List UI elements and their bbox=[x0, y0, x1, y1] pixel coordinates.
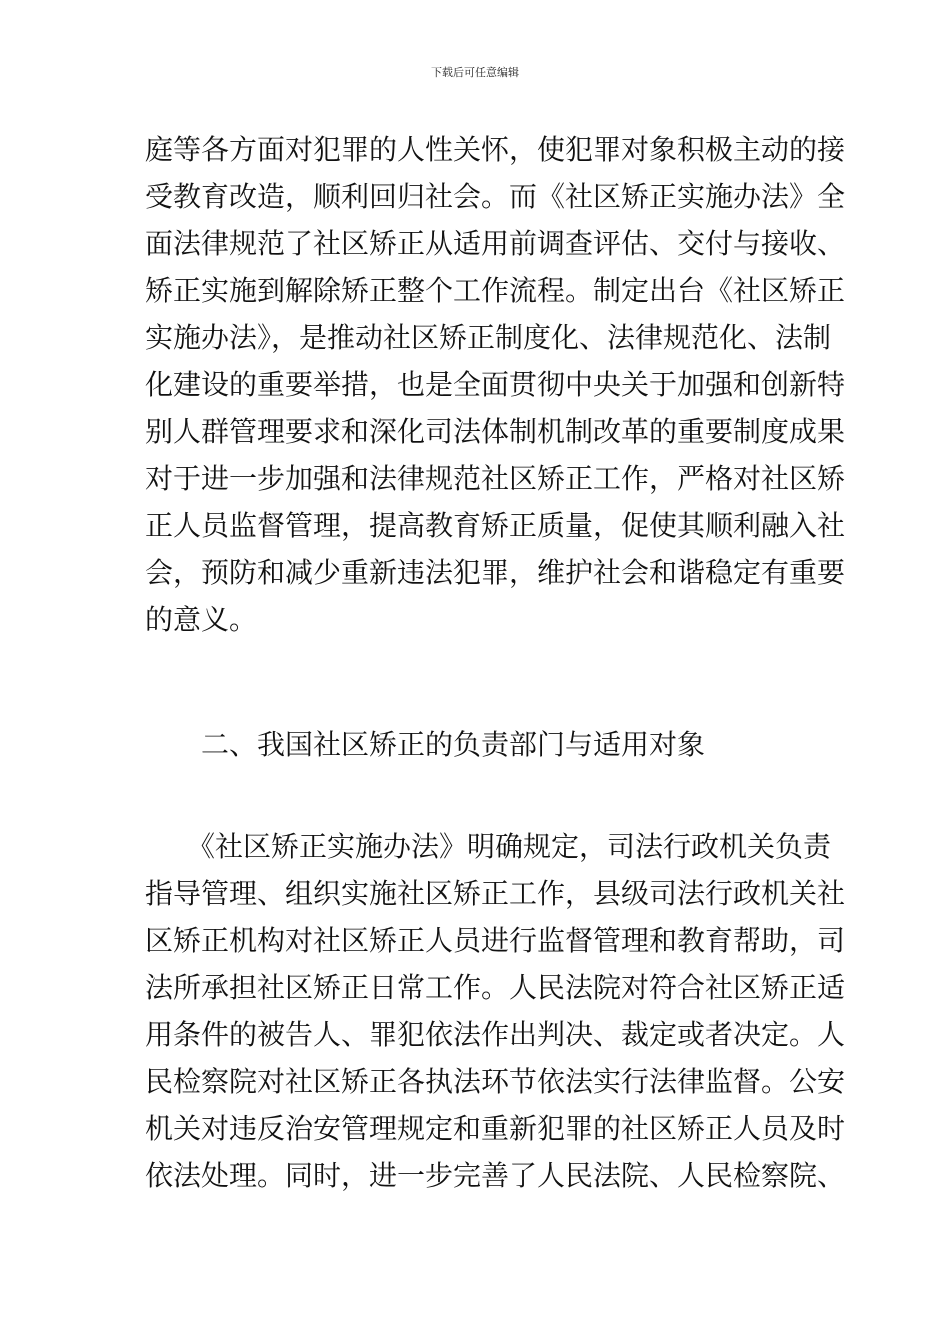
paragraph-line: 机关对违反治安管理规定和重新犯罪的社区矫正人员及时 bbox=[145, 1112, 846, 1145]
paragraph-2 bbox=[145, 823, 846, 1199]
paragraph-line: 受教育改造，顺利回归社会。而《社区矫正实施办法》全 bbox=[145, 180, 846, 213]
paragraph-line: 会，预防和减少重新违法犯罪，维护社会和谐稳定有重要 bbox=[145, 556, 846, 589]
paragraph-line: 化建设的重要举措，也是全面贯彻中央关于加强和创新特 bbox=[145, 368, 846, 401]
paragraph-line: 庭等各方面对犯罪的人性关怀，使犯罪对象积极主动的接 bbox=[145, 133, 846, 166]
paragraph-line: 正人员监督管理，提高教育矫正质量，促使其顺利融入社 bbox=[145, 509, 846, 542]
paragraph-line: 别人群管理要求和深化司法体制机制改革的重要制度成果 bbox=[145, 415, 846, 448]
paragraph-line: 民检察院对社区矫正各执法环节依法实行法律监督。公安 bbox=[145, 1065, 846, 1098]
section-heading: 二、我国社区矫正的负责部门与适用对象 bbox=[201, 728, 706, 761]
header-note: 下载后可任意编辑 bbox=[431, 66, 519, 79]
paragraph-1 bbox=[145, 126, 846, 643]
paragraph-line: 《社区矫正实施办法》明确规定，司法行政机关负责 bbox=[145, 830, 832, 863]
paragraph-line: 指导管理、组织实施社区矫正工作，县级司法行政机关社 bbox=[145, 877, 846, 910]
paragraph-line: 依法处理。同时，进一步完善了人民法院、人民检察院、 bbox=[145, 1159, 846, 1192]
paragraph-line: 的意义。 bbox=[145, 603, 258, 636]
paragraph-line: 对于进一步加强和法律规范社区矫正工作，严格对社区矫 bbox=[145, 462, 846, 495]
paragraph-line: 法所承担社区矫正日常工作。人民法院对符合社区矫正适 bbox=[145, 971, 846, 1004]
paragraph-line: 面法律规范了社区矫正从适用前调查评估、交付与接收、 bbox=[145, 227, 846, 260]
paragraph-line: 区矫正机构对社区矫正人员进行监督管理和教育帮助，司 bbox=[145, 924, 846, 957]
paragraph-line: 矫正实施到解除矫正整个工作流程。制定出台《社区矫正 bbox=[145, 274, 846, 307]
paragraph-line: 用条件的被告人、罪犯依法作出判决、裁定或者决定。人 bbox=[145, 1018, 846, 1051]
paragraph-line: 实施办法》，是推动社区矫正制度化、法律规范化、法制 bbox=[145, 321, 832, 354]
